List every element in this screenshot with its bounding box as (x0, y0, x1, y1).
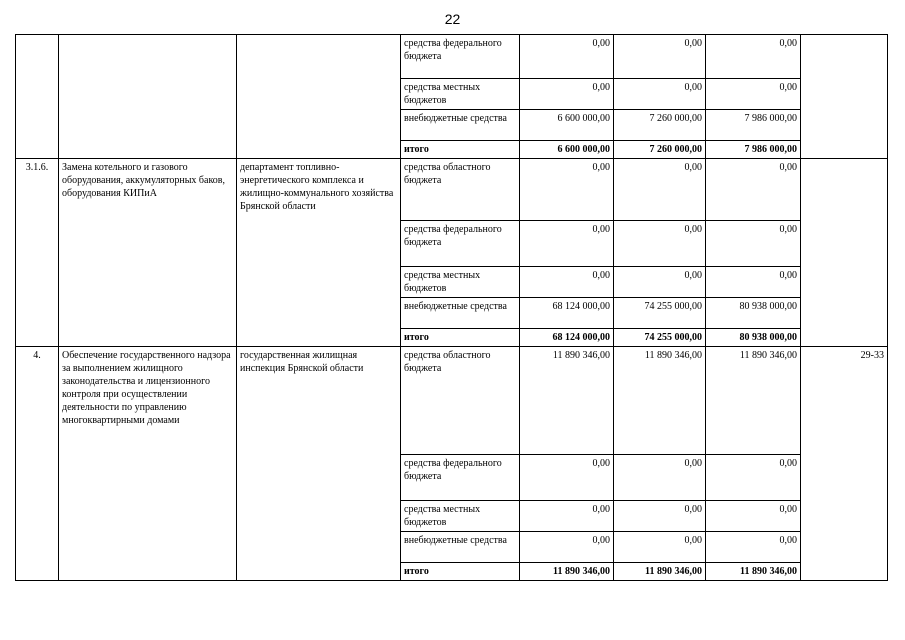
funding-source: итого (401, 329, 520, 347)
funding-source: средства федерального бюджета (401, 221, 520, 267)
funding-source: средства местных бюджетов (401, 79, 520, 110)
value-year-1: 0,00 (520, 79, 614, 110)
item-name-cell (59, 35, 237, 159)
value-year-2: 74 255 000,00 (614, 298, 706, 329)
value-year-2: 74 255 000,00 (614, 329, 706, 347)
value-year-3: 80 938 000,00 (706, 329, 801, 347)
item-executor-cell: государственная жилищная инспекция Брянской области (237, 347, 401, 581)
value-year-3: 0,00 (706, 532, 801, 563)
value-year-3: 7 986 000,00 (706, 141, 801, 159)
table-row (16, 159, 888, 221)
item-executor-cell: департамент топливно-энергетического комплекса и жилищно-коммунального хозяйства Брянской области (237, 159, 401, 347)
value-year-1: 68 124 000,00 (520, 329, 614, 347)
value-year-3: 0,00 (706, 159, 801, 221)
funding-source: средства областного бюджета (401, 159, 520, 221)
value-year-1: 0,00 (520, 455, 614, 501)
item-number-cell (16, 35, 59, 159)
item-number-cell: 3.1.6. (16, 159, 59, 347)
funding-source: средства областного бюджета (401, 347, 520, 455)
funding-source: внебюджетные средства (401, 532, 520, 563)
budget-table (15, 34, 888, 581)
item-executor-cell (237, 35, 401, 159)
item-number-cell: 4. (16, 347, 59, 581)
funding-source: внебюджетные средства (401, 298, 520, 329)
value-year-1: 0,00 (520, 501, 614, 532)
value-year-1: 0,00 (520, 159, 614, 221)
table-row (16, 35, 888, 79)
value-year-1: 11 890 346,00 (520, 563, 614, 581)
item-name-cell: Замена котельного и газового оборудования, аккумуляторных баков, оборудования КИПиА (59, 159, 237, 347)
value-year-3: 0,00 (706, 79, 801, 110)
funding-source: средства федерального бюджета (401, 35, 520, 79)
value-year-3: 0,00 (706, 35, 801, 79)
funding-source: средства местных бюджетов (401, 267, 520, 298)
value-year-2: 0,00 (614, 35, 706, 79)
value-year-1: 0,00 (520, 267, 614, 298)
value-year-2: 11 890 346,00 (614, 347, 706, 455)
value-year-2: 0,00 (614, 221, 706, 267)
value-year-1: 68 124 000,00 (520, 298, 614, 329)
value-year-3: 0,00 (706, 221, 801, 267)
value-year-3: 0,00 (706, 267, 801, 298)
value-year-1: 0,00 (520, 221, 614, 267)
value-year-2: 7 260 000,00 (614, 141, 706, 159)
table-row (16, 347, 888, 455)
funding-source: внебюджетные средства (401, 110, 520, 141)
value-year-1: 0,00 (520, 532, 614, 563)
value-year-3: 11 890 346,00 (706, 563, 801, 581)
value-year-1: 6 600 000,00 (520, 110, 614, 141)
funding-source: итого (401, 563, 520, 581)
value-year-3: 0,00 (706, 501, 801, 532)
value-year-3: 11 890 346,00 (706, 347, 801, 455)
value-year-2: 0,00 (614, 79, 706, 110)
value-year-2: 0,00 (614, 267, 706, 298)
value-year-1: 6 600 000,00 (520, 141, 614, 159)
value-year-3: 7 986 000,00 (706, 110, 801, 141)
value-year-2: 0,00 (614, 455, 706, 501)
item-name-cell: Обеспечение государственного надзора за выполнением жилищного законодательства и лицензионного контроля при осуществлении деятельности по управлению многоквартирными домами (59, 347, 237, 581)
value-year-2: 0,00 (614, 159, 706, 221)
indicator-cell: 29-33 (801, 347, 888, 581)
value-year-1: 11 890 346,00 (520, 347, 614, 455)
indicator-cell (801, 159, 888, 347)
value-year-2: 7 260 000,00 (614, 110, 706, 141)
indicator-cell (801, 35, 888, 159)
funding-source: итого (401, 141, 520, 159)
funding-source: средства местных бюджетов (401, 501, 520, 532)
value-year-1: 0,00 (520, 35, 614, 79)
value-year-2: 0,00 (614, 501, 706, 532)
funding-source: средства федерального бюджета (401, 455, 520, 501)
value-year-2: 11 890 346,00 (614, 563, 706, 581)
value-year-3: 80 938 000,00 (706, 298, 801, 329)
value-year-2: 0,00 (614, 532, 706, 563)
value-year-3: 0,00 (706, 455, 801, 501)
page-number: 22 (444, 11, 461, 27)
